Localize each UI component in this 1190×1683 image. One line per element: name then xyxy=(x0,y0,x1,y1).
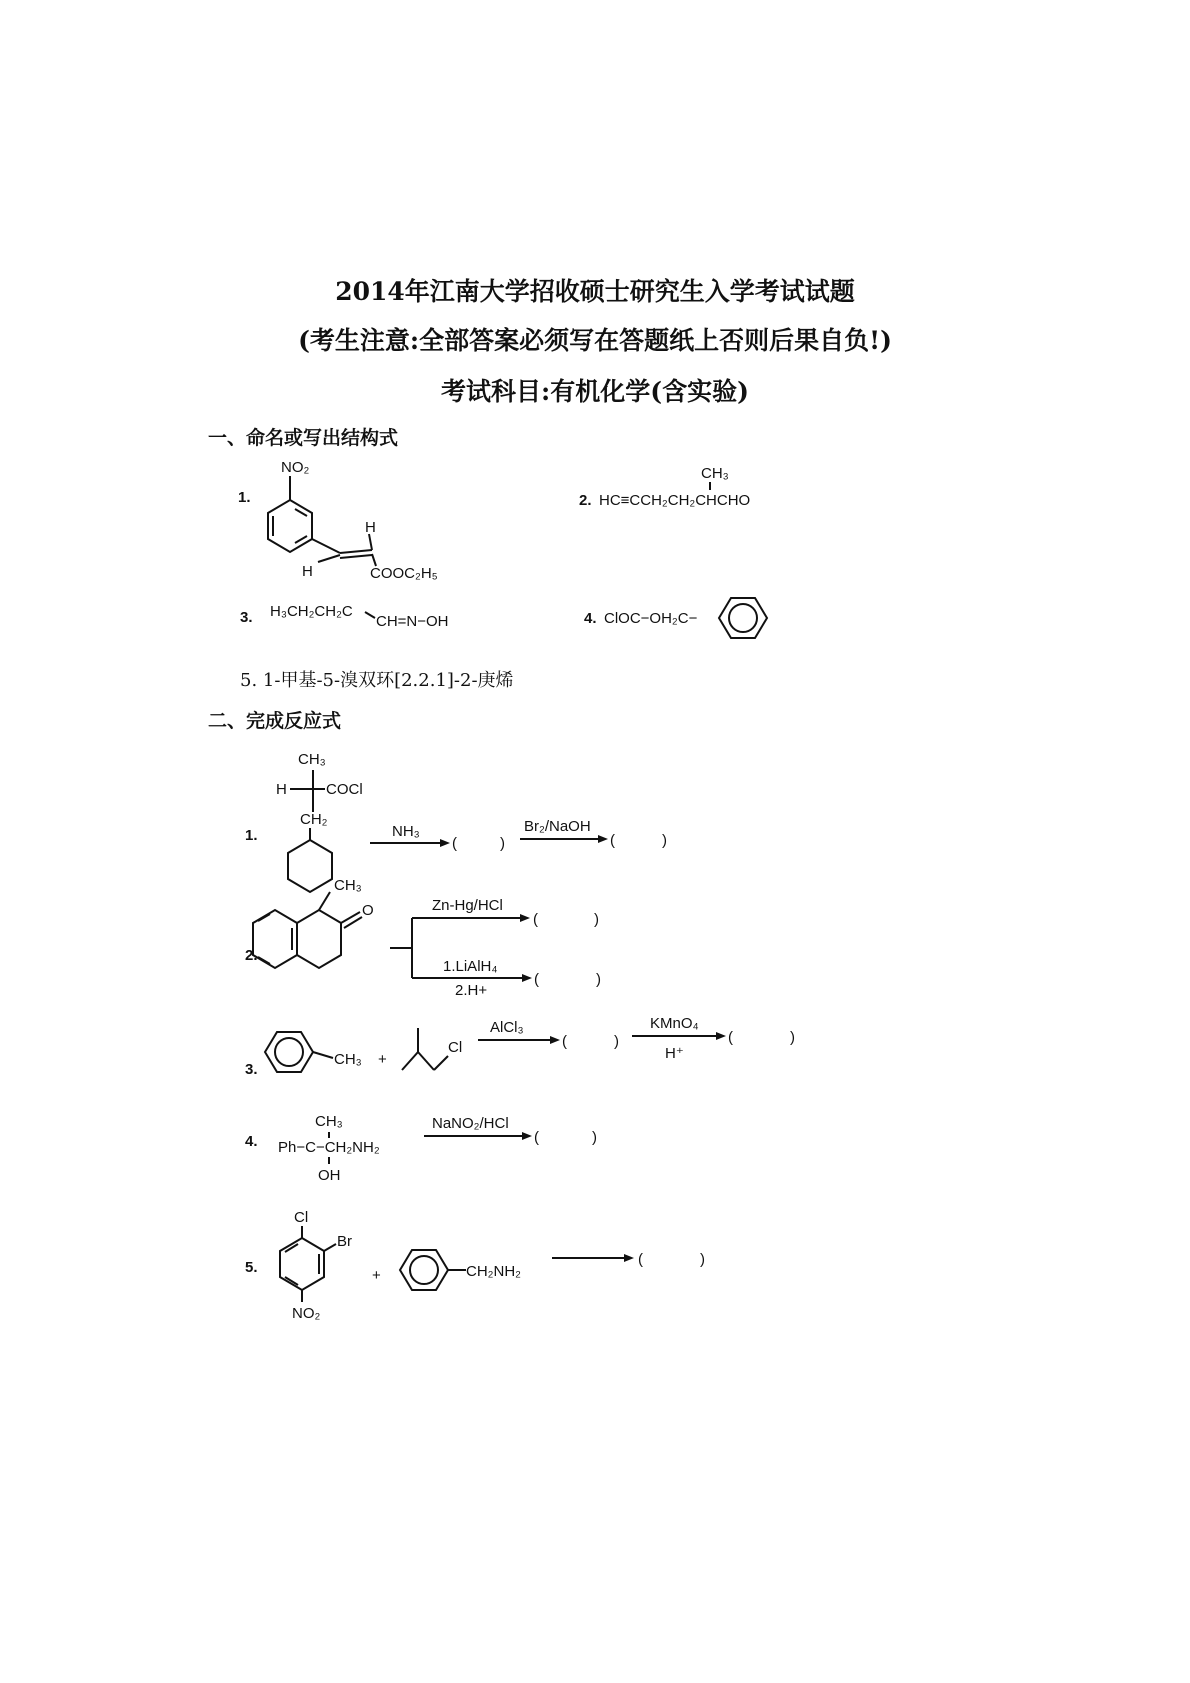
svg-text:5.: 5. xyxy=(245,1259,258,1276)
section2-reactions xyxy=(0,740,1190,1360)
svg-text:Br₂/NaOH: Br₂/NaOH xyxy=(524,818,591,835)
svg-text:+: + xyxy=(378,1051,387,1068)
s1-item2-number: 2. xyxy=(579,492,592,509)
svg-text:): ) xyxy=(592,1129,597,1146)
svg-text:NaNO₂/HCl: NaNO₂/HCl xyxy=(432,1115,509,1132)
s1-item1-structure xyxy=(268,476,376,566)
s1-item3-number: 3. xyxy=(240,609,253,626)
s1-item4-formula: ClOC−OH₂C− xyxy=(604,610,698,627)
s2-reaction2 xyxy=(245,877,601,999)
svg-text:H: H xyxy=(276,781,287,798)
svg-text:COCl: COCl xyxy=(326,781,363,798)
svg-text:Cl: Cl xyxy=(294,1209,309,1226)
s1-item4-benzene xyxy=(719,598,767,638)
s1-item1-ester: COOC₂H₅ xyxy=(370,565,438,582)
section2-heading: 二、完成反应式 xyxy=(208,710,342,732)
s1-item1-no2: NO₂ xyxy=(281,459,310,476)
svg-text:NH₃: NH₃ xyxy=(392,823,420,840)
s2-reaction3 xyxy=(245,1015,795,1078)
svg-text:2.: 2. xyxy=(245,947,258,964)
s1-item5 xyxy=(240,666,514,692)
svg-text:): ) xyxy=(790,1029,795,1046)
svg-text:): ) xyxy=(662,832,667,849)
svg-text:(: ( xyxy=(562,1033,567,1050)
s1-item5-text: 1-甲基-5-溴双环[2.2.1]-2-庚烯 xyxy=(262,670,514,691)
s1-item1-h-left: H xyxy=(302,563,313,580)
svg-text:4.: 4. xyxy=(245,1133,258,1150)
svg-text:KMnO₄: KMnO₄ xyxy=(650,1015,699,1032)
svg-text:): ) xyxy=(614,1033,619,1050)
svg-text:(: ( xyxy=(533,911,538,928)
svg-text:NO₂: NO₂ xyxy=(292,1305,321,1322)
svg-text:2.H+: 2.H+ xyxy=(455,982,488,999)
svg-text:3.: 3. xyxy=(245,1061,258,1078)
svg-text:(: ( xyxy=(452,835,457,852)
svg-text:): ) xyxy=(596,971,601,988)
section1-heading: 一、命名或写出结构式 xyxy=(208,427,399,449)
svg-text:CH₃: CH₃ xyxy=(298,751,326,768)
s1-item1-h-right: H xyxy=(365,519,376,536)
svg-text:Ph−C−CH₂NH₂: Ph−C−CH₂NH₂ xyxy=(278,1139,380,1156)
svg-text:): ) xyxy=(594,911,599,928)
svg-text:O: O xyxy=(362,902,374,919)
section1-structures xyxy=(0,450,1190,670)
svg-text:): ) xyxy=(700,1251,705,1268)
s1-item1-number: 1. xyxy=(238,489,251,506)
svg-text:Cl: Cl xyxy=(448,1039,463,1056)
exam-title: 2014年江南大学招收硕士研究生入学考试试题 xyxy=(335,277,855,306)
s1-item3-left: H₃CH₂CH₂C xyxy=(270,603,353,620)
s1-item5-number: 5. xyxy=(240,670,258,691)
s2-reaction4 xyxy=(245,1113,597,1184)
s2-reaction5 xyxy=(245,1209,705,1322)
s1-item2-branch: CH₃ xyxy=(701,465,729,482)
svg-text:(: ( xyxy=(534,1129,539,1146)
svg-text:(: ( xyxy=(638,1251,643,1268)
s1-item3-right: CH=N−OH xyxy=(376,613,449,630)
s1-item2-formula: HC≡CCH₂CH₂CHCHO xyxy=(599,492,751,509)
svg-text:(: ( xyxy=(728,1029,733,1046)
svg-text:(: ( xyxy=(534,971,539,988)
svg-text:CH₂NH₂: CH₂NH₂ xyxy=(466,1263,521,1280)
svg-text:OH: OH xyxy=(318,1167,341,1184)
exam-notice: (考生注意:全部答案必须写在答题纸上否则后果自负!) xyxy=(298,326,892,355)
s1-item4-number: 4. xyxy=(584,610,597,627)
svg-text:): ) xyxy=(500,835,505,852)
svg-text:CH₃: CH₃ xyxy=(315,1113,343,1130)
svg-text:1.: 1. xyxy=(245,827,258,844)
svg-text:CH₂: CH₂ xyxy=(300,811,328,828)
s2-reaction1 xyxy=(245,751,667,892)
svg-text:Br: Br xyxy=(337,1233,352,1250)
svg-text:+: + xyxy=(372,1267,381,1284)
svg-text:1.LiAlH₄: 1.LiAlH₄ xyxy=(443,958,498,975)
svg-text:AlCl₃: AlCl₃ xyxy=(490,1019,524,1036)
svg-text:(: ( xyxy=(610,832,615,849)
svg-text:CH₃: CH₃ xyxy=(334,1051,362,1068)
svg-text:H⁺: H⁺ xyxy=(665,1045,684,1062)
svg-text:CH₃: CH₃ xyxy=(334,877,362,894)
exam-subject: 考试科目:有机化学(含实验) xyxy=(441,377,749,406)
svg-text:Zn-Hg/HCl: Zn-Hg/HCl xyxy=(432,897,503,914)
